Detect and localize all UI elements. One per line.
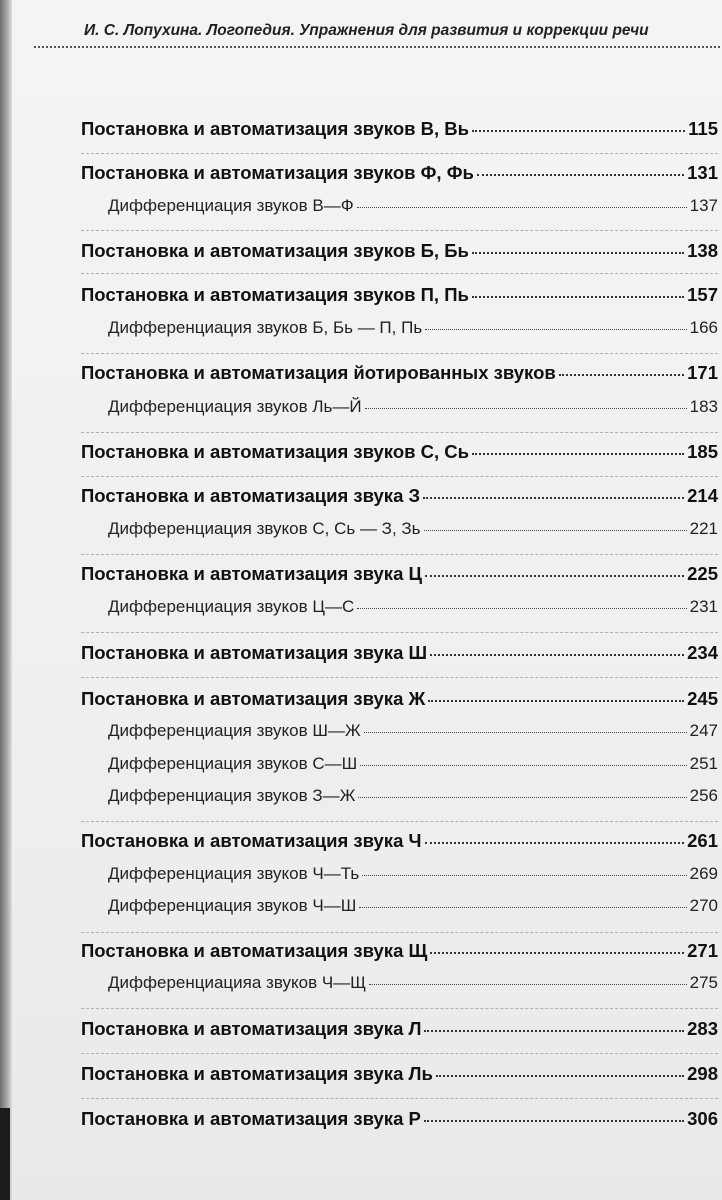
entry-separator [81,432,718,433]
toc-subentry [108,973,718,993]
entry-separator [81,554,718,555]
dot-leader [477,174,684,176]
book-spine-shadow [0,0,12,1200]
toc-entry-title: Дифференциация звуков Ш—Ж [108,721,361,740]
dot-leader [357,608,686,609]
toc-subentry [108,318,718,338]
toc-entry-title: Дифференциация звуков В—Ф [108,196,354,215]
dot-leader [369,984,687,985]
toc-entry [81,284,718,306]
toc-entry-title: Постановка и автоматизация звуков Б, Бь [81,240,469,261]
toc-entry [81,118,718,140]
dot-leader [358,797,686,798]
toc-entry-page: 171 [687,362,718,383]
dot-leader [425,842,685,844]
entry-separator [81,230,718,231]
toc-entry-title: Постановка и автоматизация звука Ж [81,688,426,709]
toc-entry-title: Постановка и автоматизация звука Ш [81,642,428,663]
toc-entry-title: Постановка и автоматизация йотированных звуков [81,362,556,383]
toc-entry-title: Постановка и автоматизация звуков Ф, Фь [81,162,474,183]
toc-entry-title: Постановка и автоматизация звука Р [81,1108,421,1129]
entry-separator [81,476,718,477]
toc-subentry [108,896,718,916]
toc-entry [81,688,718,710]
toc-entry-page: 231 [689,597,718,616]
dot-leader [360,765,686,766]
toc-entry-title: Дифференциация звуков Ч—Ш [108,896,357,915]
toc-entry-page: 269 [689,864,718,883]
toc-entry-page: 214 [687,485,718,506]
toc-subentry [108,786,718,806]
toc-entry-page: 234 [687,642,718,663]
toc-entry-title: Постановка и автоматизация звуков В, Вь [81,118,470,139]
toc-entry-title: Постановка и автоматизация звука Л [81,1018,422,1039]
toc-entry-title: Дифференциацияа звуков Ч—Щ [108,973,367,992]
toc-entry-title: Постановка и автоматизация звуков П, Пь [81,284,469,305]
entry-separator [81,632,718,633]
dot-leader [425,329,686,330]
entry-separator [81,821,718,822]
dot-leader [359,907,686,908]
toc-entry-title: Дифференциация звуков С—Ш [108,754,358,773]
toc-entry [81,1018,718,1040]
dot-leader [425,575,684,577]
toc-entry [81,162,718,184]
dot-leader [559,374,684,376]
toc-entry-page: 166 [689,318,718,337]
dot-leader [362,875,686,876]
dot-leader [365,408,687,409]
toc-entry-title: Постановка и автоматизация звука Ль [81,1063,433,1084]
toc-entry-page: 157 [687,284,718,305]
toc-entry [81,362,718,384]
book-page [12,0,722,1200]
toc-subentry [108,864,718,884]
toc-entry-title: Постановка и автоматизация звука Щ [81,940,428,961]
book-edge-dark [0,1108,10,1200]
entry-separator [81,153,718,154]
dot-leader [428,700,684,702]
toc-entry [81,563,718,585]
dot-leader [424,1030,684,1032]
dot-leader [472,296,684,298]
toc-entry-title: Постановка и автоматизация звуков С, Сь [81,441,470,462]
toc-entry-title: Постановка и автоматизация звука Ч [81,830,422,851]
toc-entry-page: 256 [689,786,718,805]
toc-entry [81,441,718,463]
toc-subentry [108,196,718,216]
toc-entry-page: 138 [687,240,718,261]
toc-entry-page: 185 [687,441,718,462]
dot-leader [472,252,684,254]
toc-entry-title: Дифференциация звуков З—Ж [108,786,356,805]
toc-entry [81,940,718,962]
entry-separator [81,1008,718,1009]
toc-entry-page: 221 [689,519,718,538]
dot-leader [424,530,687,531]
dot-leader [430,654,684,656]
toc-entry [81,1108,718,1130]
header-rule [34,46,722,48]
toc-entry-page: 270 [689,896,718,915]
toc-entry-title: Дифференциация звуков Ч—Ть [108,864,360,883]
dot-leader [364,732,687,733]
toc-entry-page: 251 [689,754,718,773]
toc-entry-title: Постановка и автоматизация звука Ц [81,563,423,584]
dot-leader [357,207,687,208]
toc-entry-title: Дифференциация звуков Б, Бь — П, Пь [108,318,423,337]
dot-leader [472,130,685,132]
toc-entry-title: Дифференциация звуков С, Сь — З, Зь [108,519,421,538]
toc-entry-page: 247 [689,721,718,740]
toc-entry-page: 271 [687,940,718,961]
toc-entry [81,1063,718,1085]
toc-entry-title: Дифференциация звуков Ль—Й [108,397,362,416]
toc-entry-title: Постановка и автоматизация звука З [81,485,421,506]
entry-separator [81,1053,718,1054]
toc-subentry [108,754,718,774]
toc-entry-page: 225 [687,563,718,584]
toc-entry [81,642,718,664]
toc-subentry [108,721,718,741]
entry-separator [81,273,718,274]
toc-entry-page: 131 [687,162,718,183]
toc-entry-page: 275 [689,973,718,992]
entry-separator [81,1098,718,1099]
toc-entry-page: 261 [687,830,718,851]
toc-entry [81,485,718,507]
toc-entry-page: 183 [689,397,718,416]
toc-entry-page: 306 [687,1108,718,1129]
toc-subentry [108,397,718,417]
toc-entry-title: Дифференциация звуков Ц—С [108,597,355,616]
running-header: И. С. Лопухина. Логопедия. Упражнения для развития и коррекции речи [84,22,649,39]
toc-entry-page: 298 [687,1063,718,1084]
entry-separator [81,353,718,354]
toc-subentry [108,597,718,617]
dot-leader [472,453,684,455]
entry-separator [81,677,718,678]
toc-entry [81,240,718,262]
toc-entry-page: 115 [688,118,718,139]
dot-leader [424,1120,684,1122]
toc-entry-page: 245 [687,688,718,709]
entry-separator [81,932,718,933]
dot-leader [430,952,684,954]
dot-leader [436,1075,684,1077]
toc-entry-page: 137 [689,196,718,215]
toc-entry [81,830,718,852]
dot-leader [423,497,684,499]
toc-subentry [108,519,718,539]
toc-entry-page: 283 [687,1018,718,1039]
